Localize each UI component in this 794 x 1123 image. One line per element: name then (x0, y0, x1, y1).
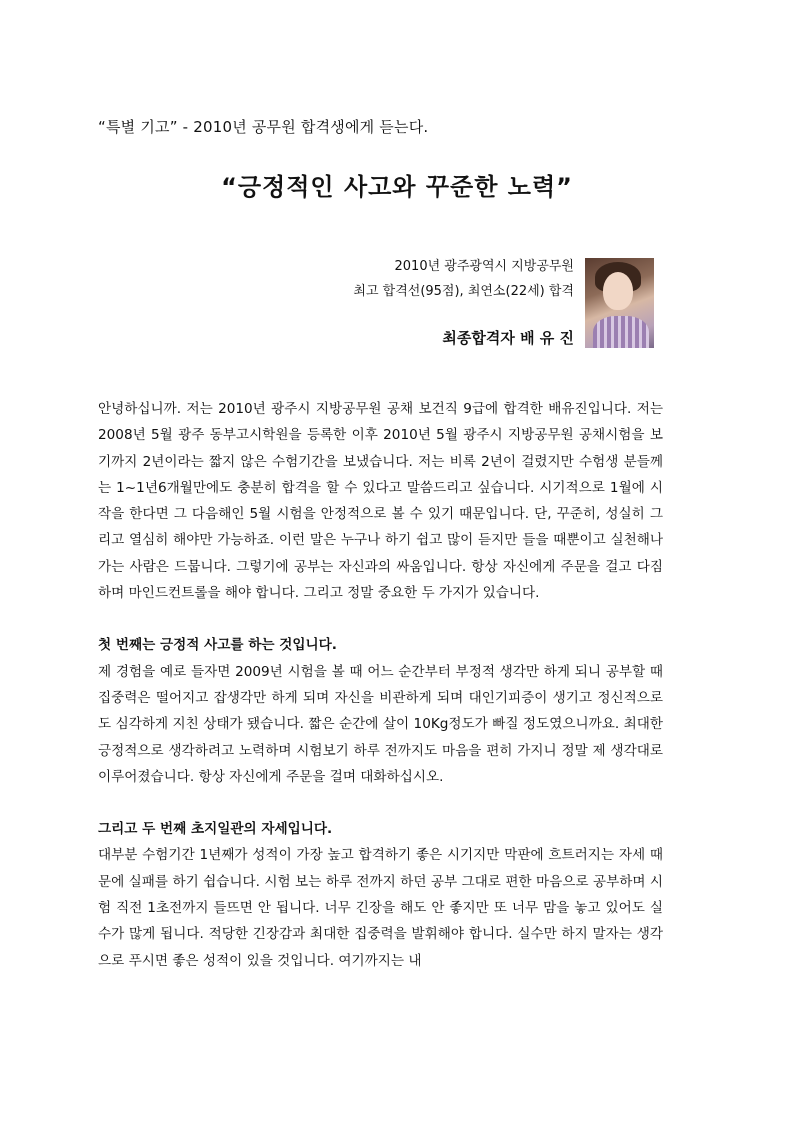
author-photo-face (603, 272, 633, 310)
author-photo (585, 258, 654, 348)
article-title: “긍정적인 사고와 꾸준한 노력” (221, 173, 573, 201)
author-info (353, 254, 574, 304)
paragraph-spacer (98, 606, 663, 632)
section-heading-2: 그리고 두 번째 초지일관의 자세입니다. (98, 821, 333, 838)
paragraph-spacer (98, 790, 663, 816)
author-photo-shirt (593, 316, 649, 348)
author-name: 최종합격자 배 유 진 (442, 329, 574, 347)
author-achievement: 최고 합격선(95점), 최연소(22세) 합격 (353, 284, 574, 299)
article-body (98, 396, 663, 974)
section-paragraph-1: 제 경험을 예로 들자면 2009년 시험을 볼 때 어느 순간부터 부정적 생각만 하게 되니 공부할 때 집중력은 떨어지고 잡생각만 하게 되며 자신을 비관하게 되며 대인기피증이 생기고 정신적으로도 심각하게 지친 상태가 됐습니다. 짧은 순간에 살이 10Kg정도가 빠질 정도였으니까요. 최대한 긍정적으로 생각하려고 노력하며 시험보기 하루 전까지도 마음을 편히 가지니 정말 제 생각대로 이루어졌습니다. 항상 자신에게 주문을 걸며 대화하십시오. (98, 663, 663, 785)
author-position: 2010년 광주광역시 지방공무원 (394, 259, 574, 274)
special-article-label: “특별 기고” - 2010년 공무원 합격생에게 듣는다. (98, 118, 429, 136)
section-heading-1: 첫 번째는 긍정적 사고를 하는 것입니다. (98, 637, 337, 654)
intro-paragraph: 안녕하십니까. 저는 2010년 광주시 지방공무원 공채 보건직 9급에 합격한 배유진입니다. 저는 2008년 5월 광주 동부고시학원을 등록한 이후 2010년 5월 광주시 지방공무원 공채시험을 보기까지 2년이라는 짧지 않은 수험기간을 보냈습니다. 저는 비록 2년이 걸렸지만 수험생 분들께는 1~1년6개월만에도 충분히 합격을 할 수 있다고 말씀드리고 싶습니다. 시기적으로 1월에 시작을 한다면 그 다음해인 5월 시험을 안정적으로 볼 수 있기 때문입니다. 단, 꾸준히, 성실히 그리고 열심히 해야만 가능하죠. 이런 말은 누구나 하기 쉽고 많이 듣지만 들을 때뿐이고 실천해나가는 사람은 드뭅니다. 그렇기에 공부는 자신과의 싸움입니다. 항상 자신에게 주문을 걸고 다짐하며 마인드컨트롤을 해야 합니다. 그리고 정말 중요한 두 가지가 있습니다. (98, 401, 663, 602)
section-paragraph-2: 대부분 수험기간 1년째가 성적이 가장 높고 합격하기 좋은 시기지만 막판에 흐트러지는 자세 때문에 실패를 하기 쉽습니다. 시험 보는 하루 전까지 하던 공부 그대로 편한 마음으로 공부하며 시험 직전 1초전까지 들뜨면 안 됩니다. 너무 긴장을 해도 안 좋지만 또 너무 맘을 놓고 있어도 실수가 많게 됩니다. 적당한 긴장감과 최대한 집중력을 발휘해야 합니다. 실수만 하지 말자는 생각으로 푸시면 좋은 성적이 있을 것입니다. 여기까지는 내 (98, 847, 663, 969)
